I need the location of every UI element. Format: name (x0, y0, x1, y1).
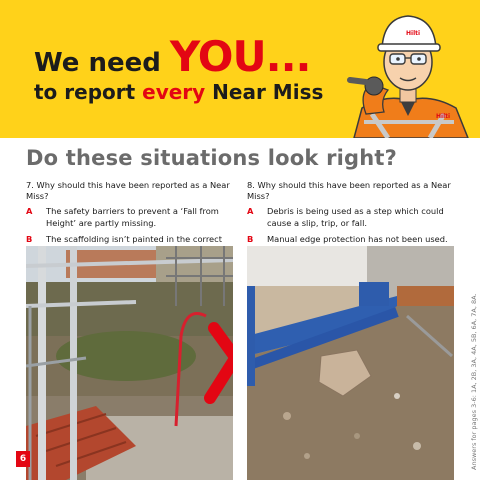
headline-you: YOU... (169, 32, 311, 81)
debris-step-photo (247, 246, 454, 480)
option-letter: B (247, 233, 254, 244)
helmet-logo: Hilti (406, 30, 421, 37)
question-8 (247, 180, 457, 250)
option-text: Manual edge protection has not been used. (267, 233, 448, 244)
option-letter: B (26, 233, 33, 244)
question-8-option-a (247, 206, 457, 228)
headline-line-2 (34, 80, 323, 104)
answers-note: Answers for pages 3-6: 1A, 2B, 3A, 4A, 5B, 6A, 7A, 8A. (470, 293, 478, 470)
scaffold-photo (26, 246, 233, 480)
option-text: The safety barriers to prevent a ‘Fall from Height’ are partly missing. (46, 206, 219, 228)
header-banner (0, 0, 480, 138)
headline-near-miss: Near Miss (205, 80, 324, 104)
headline-line-1 (34, 32, 310, 81)
headline-every: every (142, 80, 206, 104)
vest-logo: Hilti (436, 113, 451, 120)
question-7-option-a (26, 206, 236, 228)
question-7-text: 7. Why should this have been reported as a Near Miss? (26, 180, 230, 202)
pointing-worker-illustration (344, 4, 474, 138)
option-letter: A (26, 206, 33, 217)
option-letter: A (247, 206, 254, 217)
question-8-option-b (247, 234, 457, 245)
option-text: The scaffolding isn’t painted in the correct (46, 233, 222, 244)
page-number: 6 (16, 451, 30, 467)
question-8-text: 8. Why should this have been reported as a Near Miss? (247, 180, 451, 202)
section-subhead: Do these situations look right? (26, 146, 398, 170)
headline-to-report: to report (34, 80, 143, 104)
option-text: Debris is being used as a step which could cause a slip, trip, or fall. (267, 206, 444, 228)
headline-we-need: We need (34, 48, 170, 78)
